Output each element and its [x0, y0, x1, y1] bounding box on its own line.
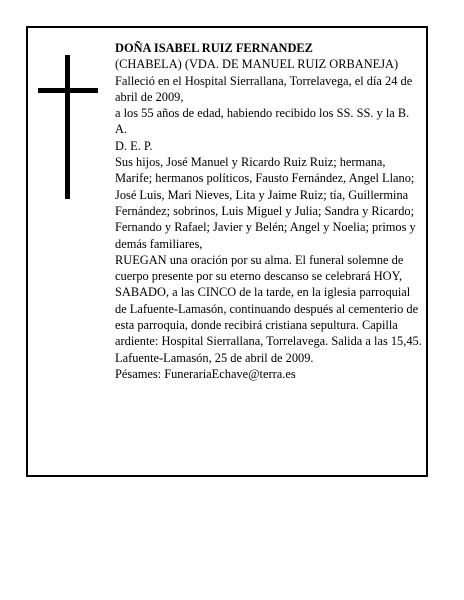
- age-statement: a los 55 años de edad, habiendo recibido los SS. SS. y la B. A.: [115, 106, 410, 137]
- family-list: Sus hijos, José Manuel y Ricardo Ruiz Ruiz; hermana, Marife; hermanos políticos, Fausto Fernández, Angel Llano; José Luis, Mari Nieves, Lita y Jaime Ruiz; tía, Guillermina Fernández; sobrinos, Luis Miguel y Julia; Sandra y Ricardo; Fernando y Rafael; Javier y Belén; Angel y Noelia; primos y demás familiares,: [115, 155, 416, 251]
- notice-text: [115, 40, 423, 382]
- place-and-date: Lafuente-Lamasón, 25 de abril de 2009.: [115, 350, 314, 365]
- death-statement: Falleció en el Hospital Sierrallana, Torrelavega, el día 24 de abril de 2009,: [115, 73, 413, 104]
- funeral-request: RUEGAN una oración por su alma. El funeral solemne de cuerpo presente por su eterno descanso se celebrará HOY, SABADO, a las CINCO de la tarde, en la iglesia parroquial de Lafuente-Lamasón, continuando después al cementerio de esta parroquia, donde recibirá cristiana sepultura. Capilla ardiente: Hospital Sierrallana, Torrelavega. Salida a las 15,45.: [115, 252, 422, 349]
- cross-horizontal-bar: [38, 88, 98, 93]
- cross-vertical-bar: [65, 55, 70, 199]
- deceased-alias: (CHABELA) (VDA. DE MANUEL RUIZ ORBANEJA): [115, 57, 399, 72]
- rest-in-peace: D. E. P.: [115, 138, 153, 153]
- deceased-name: DOÑA ISABEL RUIZ FERNANDEZ: [115, 41, 313, 55]
- condolences-contact: Pésames: FunerariaEchave@terra.es: [115, 366, 296, 381]
- obituary-notice: [26, 26, 428, 477]
- cross-icon: [38, 55, 98, 199]
